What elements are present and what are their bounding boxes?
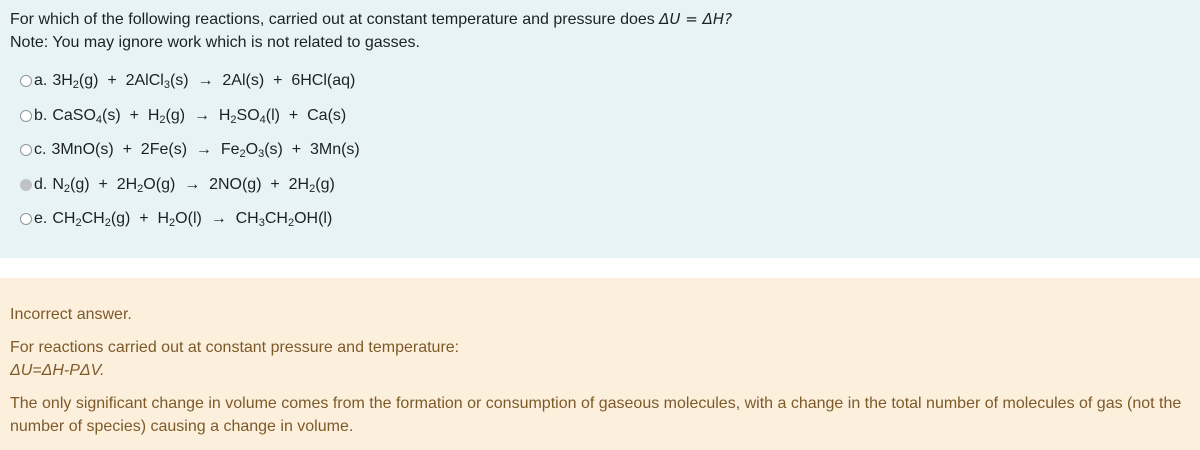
formula-part: CH	[81, 210, 105, 228]
formula-part: CH	[264, 210, 288, 228]
formula-part: (s) → 2Al(s) + 6HCl(aq)	[169, 72, 356, 90]
answer-options	[20, 64, 360, 237]
subscript: 2	[75, 217, 82, 230]
feedback-intro: For reactions carried out at constant pressure and temperature:	[10, 339, 460, 356]
feedback-explanation: The only significant change in volume comes from the formation or consumption of gaseous molecules, with a change in the total number of molecules of gas (not the number of species) causing a change in volume.	[10, 395, 1182, 435]
question-formula: ΔU = ΔH?	[659, 10, 733, 28]
answer-option[interactable]	[20, 99, 360, 134]
formula-part: O(l) → CH	[175, 210, 259, 228]
answer-option[interactable]	[20, 64, 360, 99]
answer-letter: e.	[34, 210, 48, 228]
feedback-equation: ΔU=ΔH-PΔV.	[10, 362, 105, 379]
subscript: 2	[287, 217, 295, 230]
subscript: 4	[95, 113, 103, 126]
subscript: 3	[258, 217, 265, 230]
formula-part: (g)	[315, 175, 335, 193]
formula-part: CaSO	[52, 106, 96, 124]
formula-part: SO	[236, 106, 260, 124]
formula-part: O	[245, 141, 259, 159]
answer-option[interactable]	[20, 202, 360, 237]
answer-text	[52, 72, 355, 90]
subscript: 2	[159, 113, 166, 126]
subscript: 2	[72, 79, 79, 92]
subscript: 2	[239, 148, 246, 161]
subscript: 2	[169, 217, 176, 230]
formula-part: (g) + 2AlCl	[78, 72, 164, 90]
question-note: Note: You may ignore work which is not related to gasses.	[10, 34, 420, 51]
radio-button[interactable]	[20, 75, 32, 87]
subscript: 4	[259, 113, 266, 126]
formula-part: (g) + 2H	[70, 175, 138, 193]
subscript: 2	[104, 217, 111, 230]
answer-letter: a.	[34, 72, 48, 90]
question-prompt	[10, 8, 732, 31]
subscript: 2	[309, 182, 316, 195]
formula-part: O(g) → 2NO(g) + 2H	[143, 175, 310, 193]
formula-part: 3H	[52, 72, 73, 90]
formula-part: CH	[52, 210, 76, 228]
formula-part: (g) + H	[110, 210, 170, 228]
answer-option[interactable]	[20, 168, 360, 203]
formula-part: 3MnO(s) + 2Fe(s) → Fe	[51, 141, 240, 159]
formula-part: (s) + H	[102, 106, 160, 124]
subscript: 2	[63, 182, 71, 195]
subscript: 3	[258, 148, 265, 161]
subscript: 2	[230, 113, 237, 126]
formula-part: (g) → H	[165, 106, 231, 124]
question-prompt-text: For which of the following reactions, carried out at constant temperature and pressure does	[10, 11, 660, 28]
formula-part: OH(l)	[294, 210, 333, 228]
answer-letter: c.	[34, 141, 47, 159]
answer-letter: b.	[34, 106, 48, 124]
feedback-panel	[0, 278, 1200, 450]
subscript: 2	[137, 182, 144, 195]
feedback-result: Incorrect answer.	[10, 306, 132, 323]
answer-text	[52, 176, 334, 194]
radio-button[interactable]	[20, 179, 32, 191]
answer-text	[51, 141, 359, 159]
radio-button[interactable]	[20, 110, 32, 122]
formula-part: (s) + 3Mn(s)	[264, 141, 360, 159]
answer-text	[52, 107, 346, 125]
answer-text	[52, 210, 332, 228]
formula-part: (l) + Ca(s)	[265, 106, 347, 124]
subscript: 3	[163, 79, 170, 92]
radio-button[interactable]	[20, 213, 32, 225]
radio-button[interactable]	[20, 144, 32, 156]
answer-option[interactable]	[20, 133, 360, 168]
answer-letter: d.	[34, 175, 48, 193]
question-text	[10, 8, 732, 54]
formula-part: N	[52, 175, 64, 193]
